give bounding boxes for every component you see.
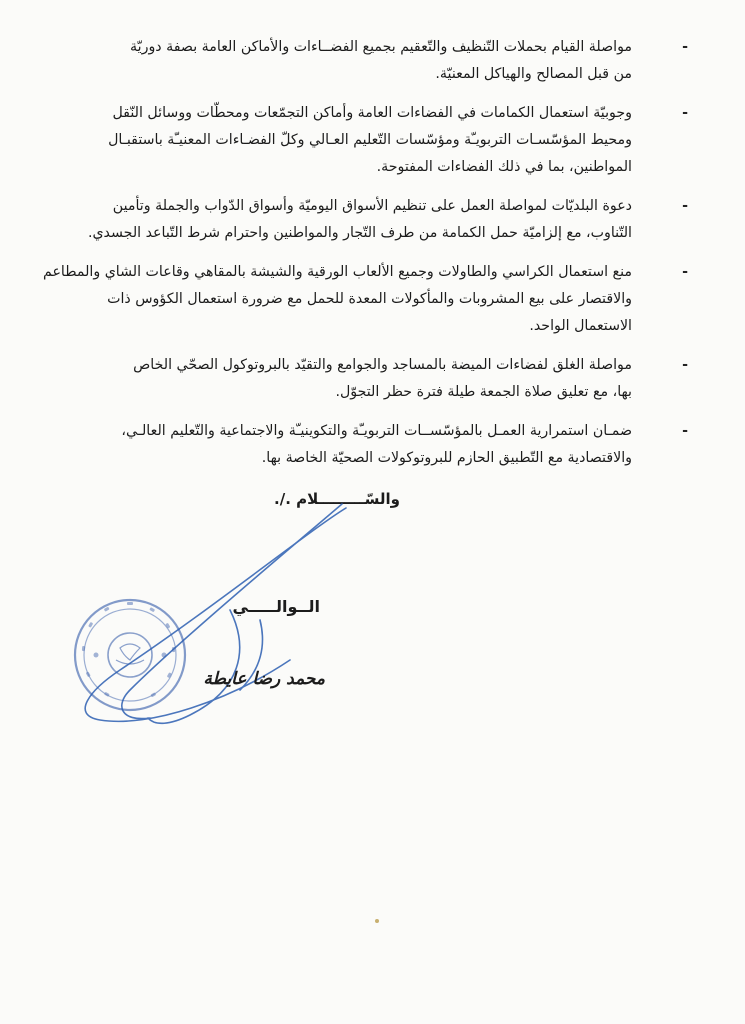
item-line: منع استعمال الكراسي والطاولات وجميع الألعاب الورقية والشيشة بالمقاهي وقاعات الشاي والمطاعم: [43, 264, 632, 280]
item-line: وجوبيّة استعمال الكمامات في الفضاءات العامة وأماكن التجمّعات ومحطّات ووسائل النّقل: [112, 105, 632, 121]
item-line: ضمـان استمرارية العمـل بالمؤسّســات التربويـّة والتكوينيـّة والاجتماعية والتّعليم العالـي،: [121, 423, 632, 439]
item-line: من قبل المصالح والهياكل المعنيّة.: [435, 66, 632, 82]
item-line: المواطنين، بما في ذلك الفضاءات المفتوحة.: [376, 159, 632, 175]
list-item: [58, 100, 688, 181]
item-line: بها، مع تعليق صلاة الجمعة طيلة فترة حظر التجوّل.: [335, 384, 632, 400]
item-line: مواصلة الغلق لفضاءات الميضة بالمساجد والجوامع والتقيّد بالبروتوكول الصحّي الخاص: [133, 357, 632, 373]
item-line: والاقتصادية مع التّطبيق الحازم للبروتوكولات الصحيّة الخاصة بها.: [261, 450, 632, 466]
list-item: [58, 418, 688, 472]
measures-list: [43, 34, 688, 484]
bullet-dash: -: [682, 198, 688, 214]
paper-speck: [375, 919, 379, 923]
bullet-dash: -: [682, 264, 688, 280]
item-line: دعوة البلديّات لمواصلة العمل على تنظيم الأسواق اليوميّة وأسواق الدّواب والجملة وتأمين: [112, 198, 632, 214]
item-line: مواصلة القيام بحملات التّنظيف والتّعقيم بجميع الفضــاءات والأماكن العامة بصفة دوريّة: [130, 39, 632, 55]
item-line: والاقتصار على بيع المشروبات والمأكولات المعدة للحمل مع ضرورة استعمال الكؤوس ذات: [107, 291, 632, 307]
item-line: ومحيط المؤسّسـات التربويـّة ومؤسّسات التّعليم العـالي وكلّ الفضـاءات المعنيـّة باستقبـال: [108, 132, 632, 148]
list-item: [58, 193, 688, 247]
bullet-dash: -: [682, 423, 688, 439]
signatory-name: محمد رضا عايطة: [203, 669, 325, 689]
list-item: [58, 34, 688, 88]
bullet-dash: -: [682, 105, 688, 121]
signatory-title: الــوالـــــي: [232, 597, 320, 616]
list-item: [58, 352, 688, 406]
item-line: الاستعمال الواحد.: [529, 318, 632, 334]
closing-salutation: والسّـــــــــلام ./.: [274, 490, 400, 508]
bullet-dash: -: [682, 357, 688, 373]
item-line: التّناوب، مع إلزاميّة حمل الكمامة من طرف التّجار والمواطنين واحترام شرط التّباعد الجسدي.: [87, 225, 632, 241]
list-item: [43, 259, 688, 340]
bullet-dash: -: [682, 39, 688, 55]
